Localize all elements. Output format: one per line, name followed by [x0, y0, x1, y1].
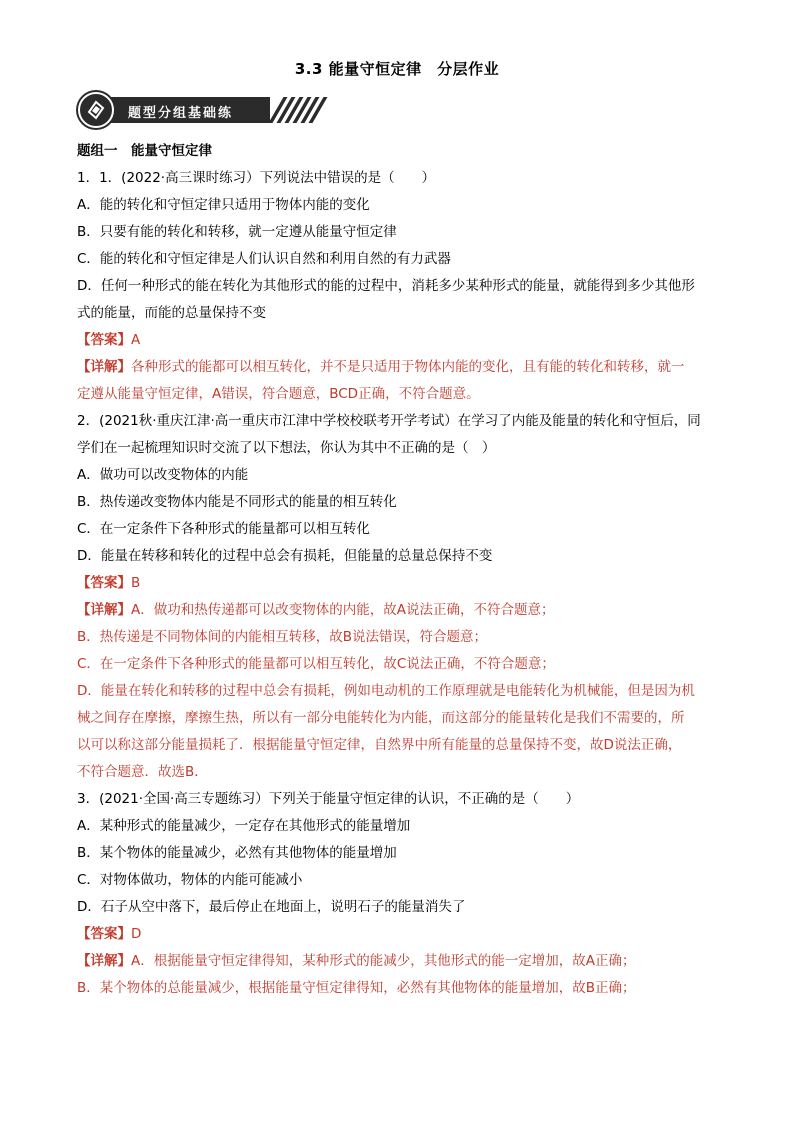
- question-option: B．某个物体的能量减少，必然有其他物体的能量增加: [77, 845, 397, 861]
- detail-line: [77, 948, 719, 975]
- detail-tag: 【详解】: [77, 359, 131, 375]
- answer-value: A: [131, 332, 141, 348]
- question-option: D．任何一种形式的能在转化为其他形式的能的过程中，消耗多少某种形式的能量，就能得到多少其他形: [77, 278, 695, 294]
- banner-stripes: [270, 97, 330, 123]
- document-body: [77, 138, 719, 1002]
- question-option: C．对物体做功，物体的内能可能减小: [77, 872, 303, 888]
- answer-tag: 【答案】: [77, 332, 131, 348]
- question-1: [77, 165, 719, 408]
- question-option: A．能的转化和守恒定律只适用于物体内能的变化: [77, 197, 370, 213]
- detail-text: D．能量在转化和转移的过程中总会有损耗，例如电动机的工作原理就是电能转化为机械能，但是因为机: [77, 683, 695, 699]
- question-option: A．做功可以改变物体的内能: [77, 467, 249, 483]
- detail-text: A．做功和热传递都可以改变物体的内能，故A说法正确，不符合题意；: [131, 602, 555, 618]
- detail-text: 以可以称这部分能量损耗了．根据能量守恒定律，自然界中所有能量的总量保持不变，故D说法正确，: [77, 737, 682, 753]
- detail-text: B．热传递是不同物体间的内能相互转移，故B说法错误，符合题意；: [77, 629, 488, 645]
- detail-line: [77, 597, 719, 624]
- section-banner: [78, 92, 286, 128]
- detail-text: C．在一定条件下各种形式的能量都可以相互转化，故C说法正确，不符合题意；: [77, 656, 555, 672]
- detail-tag: 【详解】: [77, 602, 131, 618]
- question-option-continued: 式的能量，而能的总量保持不变: [77, 305, 266, 321]
- detail-text: B．某个物体的总能量减少，根据能量守恒定律得知，必然有其他物体的能量增加，故B正确；: [77, 980, 636, 996]
- detail-text: 各种形式的能都可以相互转化，并不是只适用于物体内能的变化，且有能的转化和转移，就一: [131, 359, 685, 375]
- answer-line: [77, 921, 719, 948]
- detail-text: 不符合题意．故选B．: [77, 764, 208, 780]
- detail-text: 定遵从能量守恒定律，A错误，符合题意，BCD正确，不符合题意。: [77, 386, 480, 402]
- detail-line: [77, 354, 719, 381]
- question-option: D．石子从空中落下，最后停止在地面上，说明石子的能量消失了: [77, 899, 466, 915]
- banner-logo-icon: [78, 92, 114, 128]
- answer-value: B: [131, 575, 141, 591]
- question-option: A．某种形式的能量减少，一定存在其他形式的能量增加: [77, 818, 411, 834]
- question-option: D．能量在转移和转化的过程中总会有损耗，但能量的总量总保持不变: [77, 548, 493, 564]
- question-2: [77, 408, 719, 786]
- page-title: 3.3 能量守恒定律 分层作业: [294, 60, 500, 78]
- question-stem: 1．1．(2022·高三课时练习）下列说法中错误的是（ ）: [77, 170, 436, 186]
- question-option: B．只要有能的转化和转移，就一定遵从能量守恒定律: [77, 224, 397, 240]
- question-stem-continued: 学们在一起梳理知识时交流了以下想法，你认为其中不正确的是（ ）: [77, 440, 496, 456]
- answer-line: [77, 327, 719, 354]
- detail-tag: 【详解】: [77, 953, 131, 969]
- answer-line: [77, 570, 719, 597]
- answer-tag: 【答案】: [77, 575, 131, 591]
- question-option: C．在一定条件下各种形式的能量都可以相互转化: [77, 521, 370, 537]
- question-option: B．热传递改变物体内能是不同形式的能量的相互转化: [77, 494, 397, 510]
- question-option: C．能的转化和守恒定律是人们认识自然和利用自然的有力武器: [77, 251, 451, 267]
- answer-value: D: [131, 926, 142, 942]
- detail-text: A．根据能量守恒定律得知，某种形式的能减少，其他形式的能一定增加，故A正确；: [131, 953, 636, 969]
- question-stem: 2．(2021秋·重庆江津·高一重庆市江津中学校校联考开学考试）在学习了内能及能量的转化和守恒后，同: [77, 413, 701, 429]
- question-stem: 3．(2021·全国·高三专题练习）下列关于能量守恒定律的认识，不正确的是（ ）: [77, 791, 580, 807]
- banner-label: 题型分组基础练: [128, 106, 234, 121]
- question-3: [77, 786, 719, 1002]
- group-title: 题组一 能量守恒定律: [77, 143, 212, 159]
- detail-text: 械之间存在摩擦，摩擦生热，所以有一部分电能转化为内能，而这部分的能量转化是我们不需要的，所: [77, 710, 685, 726]
- answer-tag: 【答案】: [77, 926, 131, 942]
